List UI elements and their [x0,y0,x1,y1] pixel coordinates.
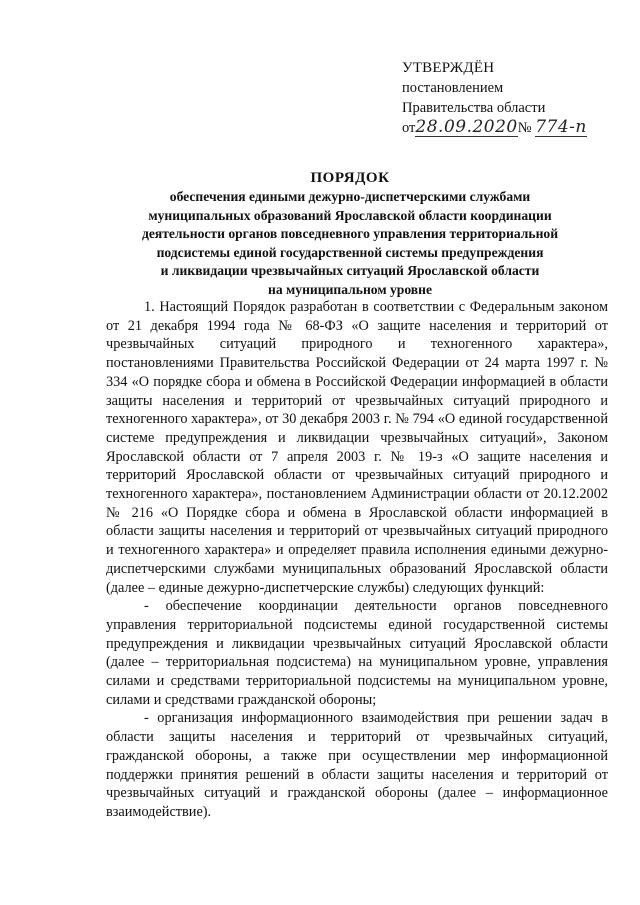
document-title [100,168,600,300]
title-subtitle-line-6: на муниципальном уровне [267,281,433,297]
approval-status: УТВЕРЖДЁН [402,60,495,76]
title-subtitle-line-4: подсистемы единой государственной системы предупреждения [156,244,544,260]
approval-date-prefix: от [402,120,416,136]
title-subtitle-line-1: обеспечения едиными дежурно-диспетчерскими службами [169,189,531,204]
title-main: ПОРЯДОК [310,170,390,186]
list-item-1: - обеспечение координации деятельности органов повседневного управления территориальной подсистемы единой государственной системы предупреждения и ликвидации чрезвычайных ситуаций Ярославской области (далее – территориальная подсистема) на муниципальном уровне, управления силами и средствами территориальной подсистемы на муниципальном уровне, силами и средствами гражданской обороны; [106,598,608,708]
paragraph-1: 1. Настоящий Порядок разработан в соответствии с Федеральным законом от 21 декабря 1994 года № 68-ФЗ «О защите населения и территорий от чрезвычайных ситуаций природного и техногенного характера», постановлениями Правительства Российской Федерации от 24 марта 1997 г. № 334 «О порядке сбора и обмена в Российской Федерации информацией в области защиты населения и территорий от чрезвычайных ситуаций природного и техногенного характера», от 30 декабря 2003 г. № 794 «О единой государственной системе предупреждения и ликвидации чрезвычайных ситуаций», Законом Ярославской области от 7 апреля 2003 г. № 19-з «О защите населения и территорий Ярославской области от чрезвычайных ситуаций природного и техногенного характера», постановлением Администрации области от 20.12.2002 № 216 «О Порядке сбора и обмена в Ярославской области информацией в области защиты населения и территорий от чрезвычайных ситуаций природного и техногенного характера» и определяет правила исполнения едиными дежурно-диспетчерскими службами муниципальных образований Ярославской области (далее – единые дежурно-диспетчерские службы) следующих функций: [106,299,608,596]
title-subtitle-line-5: и ликвидации чрезвычайных ситуаций Ярославской области [160,263,540,279]
approval-line-resolution: постановлением [402,80,504,96]
approval-date-line [402,118,587,138]
document-body [106,298,608,822]
approval-date: 28.09.2020 [415,117,518,137]
title-subtitle-line-2: муниципальных образований Ярославской области координации [148,207,552,223]
approval-line-government: Правительства области [402,100,546,116]
title-subtitle-line-3: деятельности органов повседневного управления территориальной [141,226,559,242]
approval-stamp [402,58,587,138]
list-item-2: - организация информационного взаимодействия при решении задач в области защиты населения и территорий от чрезвычайных ситуаций, гражданской обороны, а также при осуществлении мер информационной поддержки принятия решений в области защиты населения и территорий от чрезвычайных ситуаций и гражданской обороны (далее – информационное взаимодействие). [106,710,608,820]
approval-number: 774-п [535,117,587,137]
approval-number-prefix: № [517,120,532,136]
